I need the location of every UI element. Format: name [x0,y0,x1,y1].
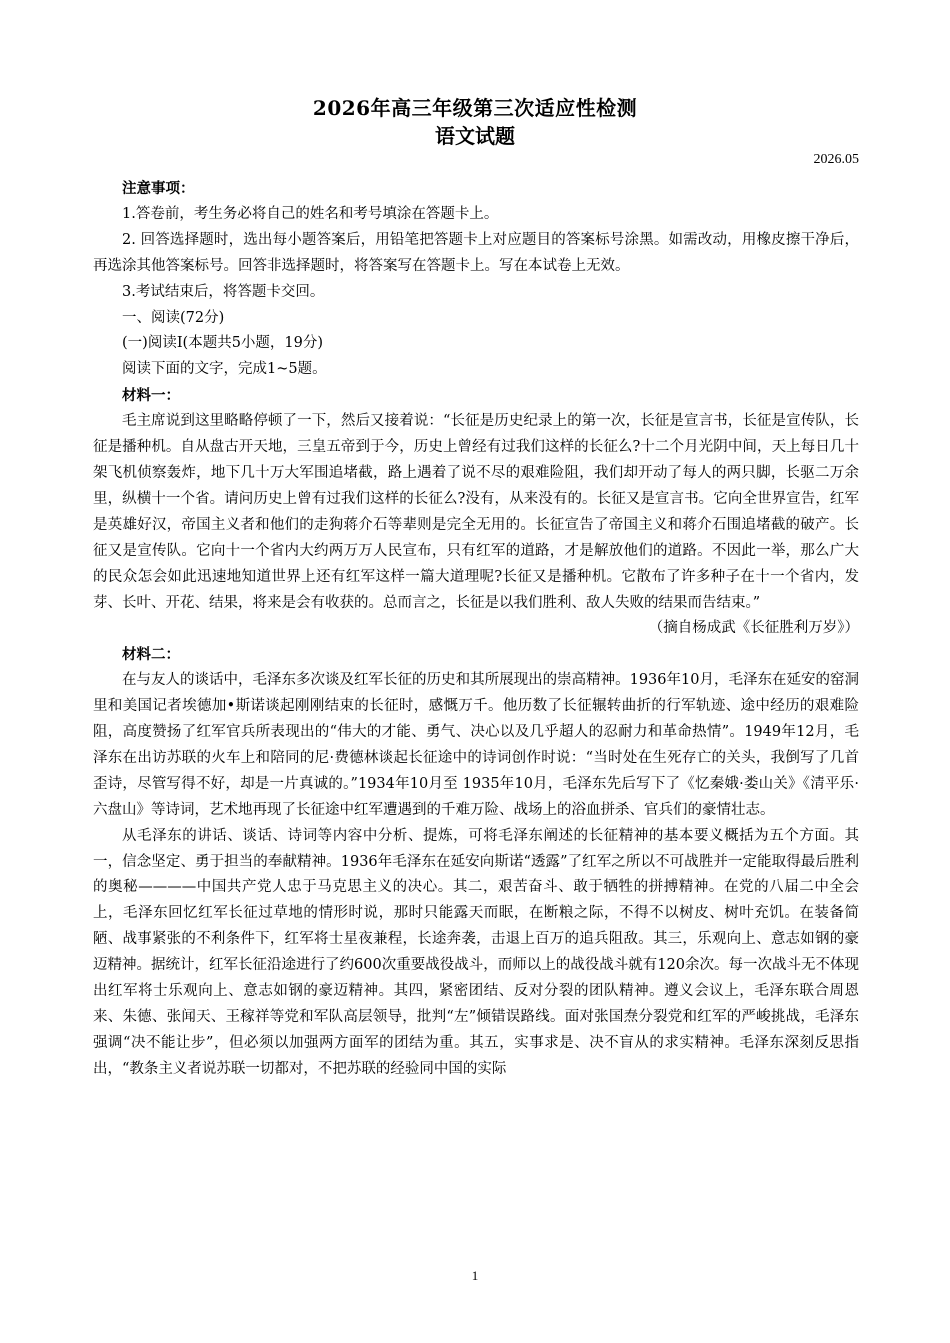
exam-subtitle: 语文试题 [435,124,515,148]
material1-text: 毛主席说到这里略略停顿了一下，然后又接着说：“长征是历史纪录上的第一次，长征是宣言书，长征是宣传队，长征是播种机。自从盘古开天地，三皇五帝到于今，历史上曾经有过我们这样的长征么?十二个月光阴中间，天上每日几十架飞机侦察轰炸，地下几十万大军围追堵截，路上遇着了说不尽的艰难险阻，我们却开动了每人的两只脚，长驱二万余里，纵横十一个省。请问历史上曾有过我们这样的长征么?没有，从来没有的。长征又是宣言书。它向全世界宣告，红军是英雄好汉，帝国主义者和他们的走狗蒋介石等辈则是完全无用的。长征宣告了帝国主义和蒋介石围追堵截的破产。长征又是宣传队。它向十一个省内大约两万万人民宣布，只有红军的道路，才是解放他们的道路。不因此一举，那么广大的民众怎会如此迅速地知道世界上还有红军这样一篇大道理呢?长征又是播种机。它散布了许多种子在十一个省内，发芽、长叶、开花、结果，将来是会有收获的。总而言之，长征是以我们胜利、敌人失败的结果而告结束。” [93,413,859,611]
exam-title: 2026年高三年级第三次适应性检测 [312,96,638,120]
section-title: 一、阅读(72分) [122,309,225,326]
notice-item-1: 1.答卷前，考生务必将自己的姓名和考号填涂在答题卡上。 [122,205,499,222]
exam-date: 2026.05 [813,152,859,167]
exam-content [93,176,859,1083]
page-number: 1 [471,1268,479,1283]
material1-label: 材料一： [122,387,180,405]
material1-source: （摘自杨成武《长征胜利万岁》） [648,620,859,637]
material2-paragraph-1: 在与友人的谈话中，毛泽东多次谈及红军长征的历史和其所展现出的崇高精神。1936年10月，毛泽东在延安的窑洞里和美国记者埃德加•斯诺谈起刚刚结束的长征时，感慨万千。他历数了长征辗转曲折的行军轨迹、途中经历的艰难险阻，高度赞扬了红军官兵所表现出的“伟大的才能、勇气、决心以及几乎超人的忍耐力和革命热情”。1949年12月，毛泽东在出访苏联的火车上和陪同的尼·费德林谈起长征途中的诗词创作时说：“当时处在生死存亡的关头，我倒写了几首歪诗，尽管写得不好，却是一片真诚的。”1934年10月至 1935年10月，毛泽东先后写下了《忆秦娥·娄山关》《清平乐·六盘山》等诗词，艺术地再现了长征途中红军遭遇到的千难万险、战场上的浴血拼杀、官兵们的豪情壮志。 [93,672,859,818]
reading-instruction: 阅读下面的文字，完成1~5题。 [122,361,327,378]
subsection-title: (一)阅读Ⅰ(本题共5小题，19分) [122,335,324,352]
notice-heading: 注意事项： [122,180,195,197]
material2-label: 材料二： [122,646,180,664]
notice-item-2: 2. 回答选择题时，选出每小题答案后，用铅笔把答题卡上对应题目的答案标号涂黑。如需改动，用橡皮擦干净后，再选涂其他答案标号。回答非选择题时，将答案写在答题卡上。写在本试卷上无效。 [93,231,859,274]
notice-item-3: 3.考试结束后，将答题卡交回。 [122,283,325,300]
material2-paragraph-2: 从毛泽东的讲话、谈话、诗词等内容中分析、提炼，可将毛泽东阐述的长征精神的基本要义概括为五个方面。其一，信念坚定、勇于担当的奉献精神。1936年毛泽东在延安向斯诺“透露”了红军之所以不可战胜并一定能取得最后胜利的奥秘————中国共产党人忠于马克思主义的决心。其二，艰苦奋斗、敢于牺牲的拼搏精神。在党的八届二中全会上，毛泽东回忆红军长征过草地的情形时说，那时只能露天而眠，在断粮之际，不得不以树皮、树叶充饥。在装备简陋、战事紧张的不利条件下，红军将士星夜兼程，长途奔袭，击退上百万的追兵阻敌。其三，乐观向上、意志如钢的豪迈精神。据统计，红军长征沿途进行了约600次重要战役战斗，而师以上的战役战斗就有120余次。每一次战斗无不体现出红军将士乐观向上、意志如钢的豪迈精神。其四，紧密团结、反对分裂的团队精神。遵义会议上，毛泽东联合周恩来、朱德、张闻天、王稼祥等党和军队高层领导，批判“左”倾错误路线。面对张国焘分裂党和红军的严峻挑战，毛泽东强调“决不能让步”，但必须以加强两方面军的团结为重。其五，实事求是、决不盲从的求实精神。毛泽东深刻反思指出，“教条主义者说苏联一切都对，不把苏联的经验同中国的实际 [93,827,859,1077]
